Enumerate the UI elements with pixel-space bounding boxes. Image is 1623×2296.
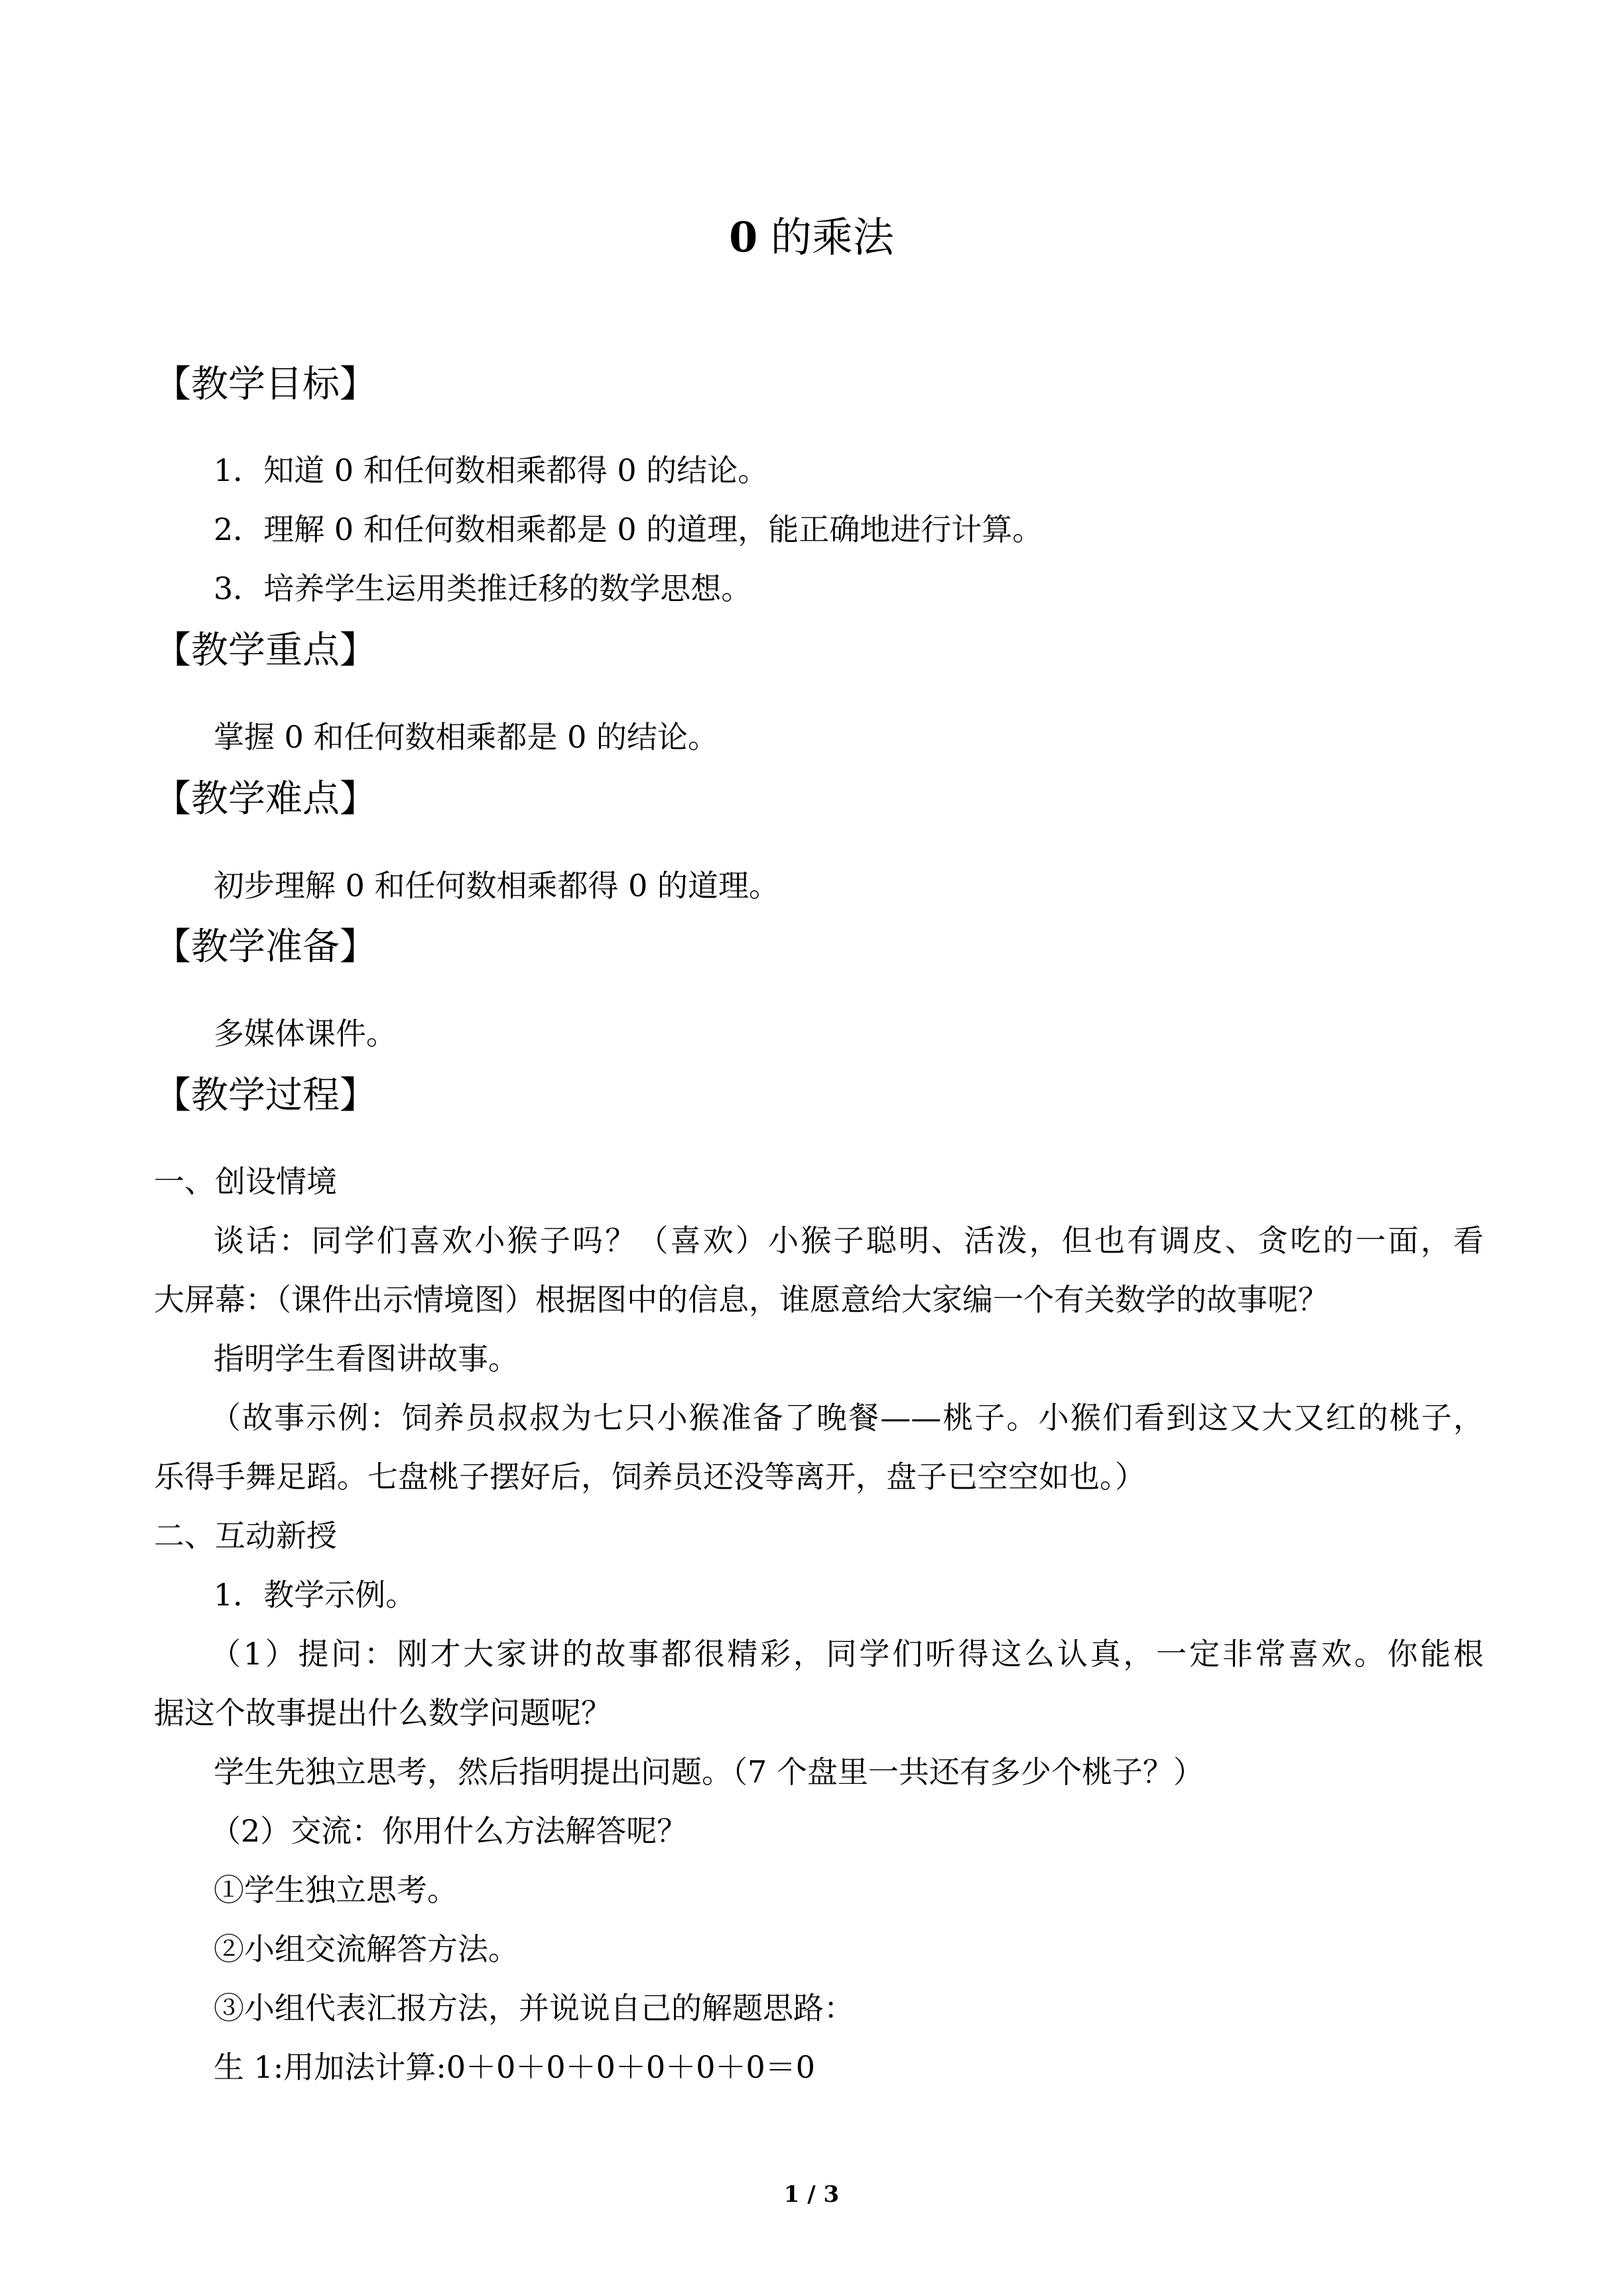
title-number: 0: [729, 213, 758, 261]
preparation-text: 多媒体课件。: [214, 1016, 397, 1051]
question-1-line-1: （1）提问：刚才大家讲的故事都很精彩，同学们听得这么认真，一定非常喜欢。你能根: [210, 1636, 1484, 1672]
question-1-line-2: 据这个故事提出什么数学问题呢？: [154, 1695, 612, 1731]
story-line-2: 乐得手舞足蹈。七盘桃子摆好后，饲养员还没等离开，盘子已空空如也。）: [154, 1459, 1145, 1495]
talk-line-1: 谈话：同学们喜欢小猴子吗？（喜欢）小猴子聪明、活泼，但也有调皮、贪吃的一面，看: [214, 1223, 1484, 1258]
step-1: ①学生独立思考。: [214, 1872, 458, 1908]
document-title: [0, 211, 1623, 264]
story-line-1: （故事示例：饲养员叔叔为七只小猴准备了晚餐——桃子。小猴们看到这又大又红的桃子，: [210, 1400, 1484, 1436]
key-points-text: 掌握 0 和任何数相乘都是 0 的结论。: [214, 719, 719, 755]
objective-item-2: 2．理解 0 和任何数相乘都是 0 的道理，能正确地进行计算。: [214, 511, 1043, 547]
step-3: ③小组代表汇报方法，并说说自己的解题思路：: [214, 1990, 854, 2026]
objective-item-3: 3．培养学生运用类推迁移的数学思想。: [214, 571, 752, 606]
heading-objectives: 【教学目标】: [154, 363, 377, 406]
difficulties-text: 初步理解 0 和任何数相乘都得 0 的道理。: [214, 868, 780, 904]
question-2: （2）交流：你用什么方法解答呢？: [210, 1813, 688, 1849]
heading-key-points: 【教学重点】: [154, 629, 377, 672]
page-number: 1 / 3: [783, 2181, 840, 2208]
heading-difficulties: 【教学难点】: [154, 777, 377, 821]
objective-item-1: 1．知道 0 和任何数相乘都得 0 的结论。: [214, 452, 769, 488]
part2-title: 二、互动新授: [154, 1518, 337, 1554]
question-1-answer: 学生先独立思考，然后指明提出问题。（7 个盘里一共还有多少个桃子？）: [214, 1754, 1204, 1790]
heading-preparation: 【教学准备】: [154, 925, 377, 969]
part1-title: 一、创设情境: [154, 1164, 337, 1199]
heading-process: 【教学过程】: [154, 1074, 377, 1117]
student-1-method: 生 1:用加法计算:0＋0＋0＋0＋0＋0＋0＝0: [214, 2049, 816, 2085]
step-2: ②小组交流解答方法。: [214, 1931, 519, 1967]
story-prompt: 指明学生看图讲故事。: [214, 1341, 519, 1377]
example-title: 1．教学示例。: [214, 1577, 417, 1613]
title-text: 的乘法: [770, 213, 894, 261]
talk-line-2: 大屏幕：（课件出示情境图）根据图中的信息，谁愿意给大家编一个有关数学的故事呢？: [154, 1282, 1329, 1317]
